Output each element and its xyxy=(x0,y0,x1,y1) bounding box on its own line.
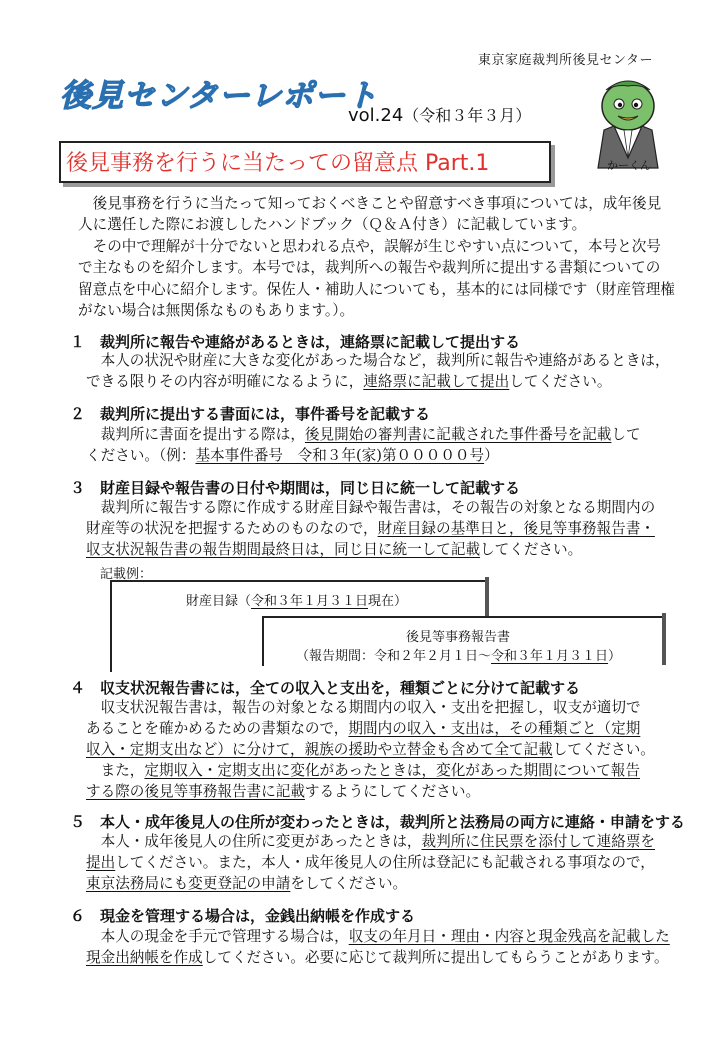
section-5-line-3: 東京法務局にも変更登記の申請をしてください。 xyxy=(86,875,408,892)
example-report-title: 後見等事務報告書 xyxy=(406,630,511,645)
section-4-heading: ４ 収支状況報告書には，全ての収入と支出を，種類ごとに分けて記載する xyxy=(70,679,581,697)
example-box-shadow xyxy=(485,577,489,617)
section-1-line-1: 本人の状況や財産に大きな変化があった場合など，裁判所に報告や連絡があるときは， xyxy=(86,352,670,369)
example-property-list-text: 財産目録（令和３年１月３１日現在） xyxy=(186,594,408,609)
section-4-line-3: 収入・定期支出など）に分けて，親族の援助や立替金も含めて全て記載してください。 xyxy=(86,741,655,758)
section-6-heading: ６ 現金を管理する場合は，金銭出納帳を作成する xyxy=(70,907,416,925)
section-4-line-2: あることを確かめるための書類なので，期間内の収入・支出は，その種類ごと（定期 xyxy=(86,720,641,737)
report-logo: 後見センターレポート xyxy=(60,78,379,114)
mascot-name: かーくん xyxy=(607,159,651,172)
section-3-heading: ３ 財産目録や報告書の日付や期間は，同じ日に統一して記載する xyxy=(70,479,521,497)
section-5-heading: ５ 本人・成年後見人の住所が変わったときは，裁判所と法務局の両方に連絡・申請をする xyxy=(70,813,685,831)
issue-date: （令和３年３月） xyxy=(403,106,532,125)
example-box-report-shadow xyxy=(662,613,666,665)
section-3-line-3: 収支状況報告書の報告期間最終日は，同じ日に統一して記載してください。 xyxy=(86,541,583,558)
section-5-line-2: 提出してください。また，本人・成年後見人の住所は登記にも記載される事項なので， xyxy=(86,854,655,871)
section-4-line-1: 収支状況報告書は，報告の対象となる期間内の収入・支出を把握し，収支が適切で xyxy=(86,699,641,716)
section-5-line-1: 本人・成年後見人の住所に変更があったときは，裁判所に住民票を添付して連絡票を xyxy=(86,833,656,850)
page-title: 後見事務を行うに当たっての留意点 Part.1 xyxy=(66,151,490,176)
intro-line-4: で主なものを紹介します。本号では，裁判所への報告や裁判所に提出する書類についての xyxy=(78,259,661,276)
section-1-line-2: できる限りその内容が明確になるように，連絡票に記載して提出してください。 xyxy=(86,373,612,390)
section-1-heading: １ 裁判所に報告や連絡があるときは，連絡票に記載して提出する xyxy=(70,333,521,351)
section-6-line-2: 現金出納帳を作成してください。必要に応じて裁判所に提出してもらうことがあります。 xyxy=(86,949,669,966)
section-3-line-1: 裁判所に報告する際に作成する財産目録や報告書は，その報告の対象となる期間内の xyxy=(86,499,656,516)
intro-line-6: がない場合は無関係なものもあります。）。 xyxy=(78,302,355,319)
section-4-line-4: また，定期収入・定期支出に変化があったときは，変化があった期間について報告 xyxy=(86,762,640,779)
intro-line-2: 人に選任した際にお渡ししたハンドブック（Ｑ＆Ａ付き）に記載しています。 xyxy=(78,216,587,233)
intro-line-5: 留意点を中心に紹介します。保佐人・補助人についても，基本的には同様です（財産管理権 xyxy=(78,281,675,298)
example-report-period: （報告期間：令和２年２月１日～令和３年１月３１日） xyxy=(296,649,622,664)
section-3-line-2: 財産等の状況を把握するためのものなので，財産目録の基準日と，後見等事務報告書・ xyxy=(86,520,655,537)
section-2-line-2: ください。（例：基本事件番号 令和３年(家)第０００００号） xyxy=(86,447,499,464)
section-2-heading: ２ 裁判所に提出する書面には，事件番号を記載する xyxy=(70,405,431,423)
section-2-line-1: 裁判所に書面を提出する際は，後見開始の審判書に記載された事件番号を記載して xyxy=(86,426,641,443)
volume-number: vol.24 xyxy=(348,105,404,126)
organization-name: 東京家庭裁判所後見センター xyxy=(478,53,653,68)
section-6-line-1: 本人の現金を手元で管理する場合は，収支の年月日・理由・内容と現金残高を記載した xyxy=(86,928,670,945)
section-4-line-5: する際の後見等事務報告書に記載するようにしてください。 xyxy=(86,783,481,800)
intro-line-1: 後見事務を行うに当たって知っておくべきことや留意すべき事項については，成年後見 xyxy=(78,195,662,212)
example-label: 記載例： xyxy=(100,567,153,582)
intro-line-3: その中で理解が十分でないと思われる点や，誤解が生じやすい点について，本号と次号 xyxy=(78,238,661,255)
issue-info xyxy=(348,103,531,126)
